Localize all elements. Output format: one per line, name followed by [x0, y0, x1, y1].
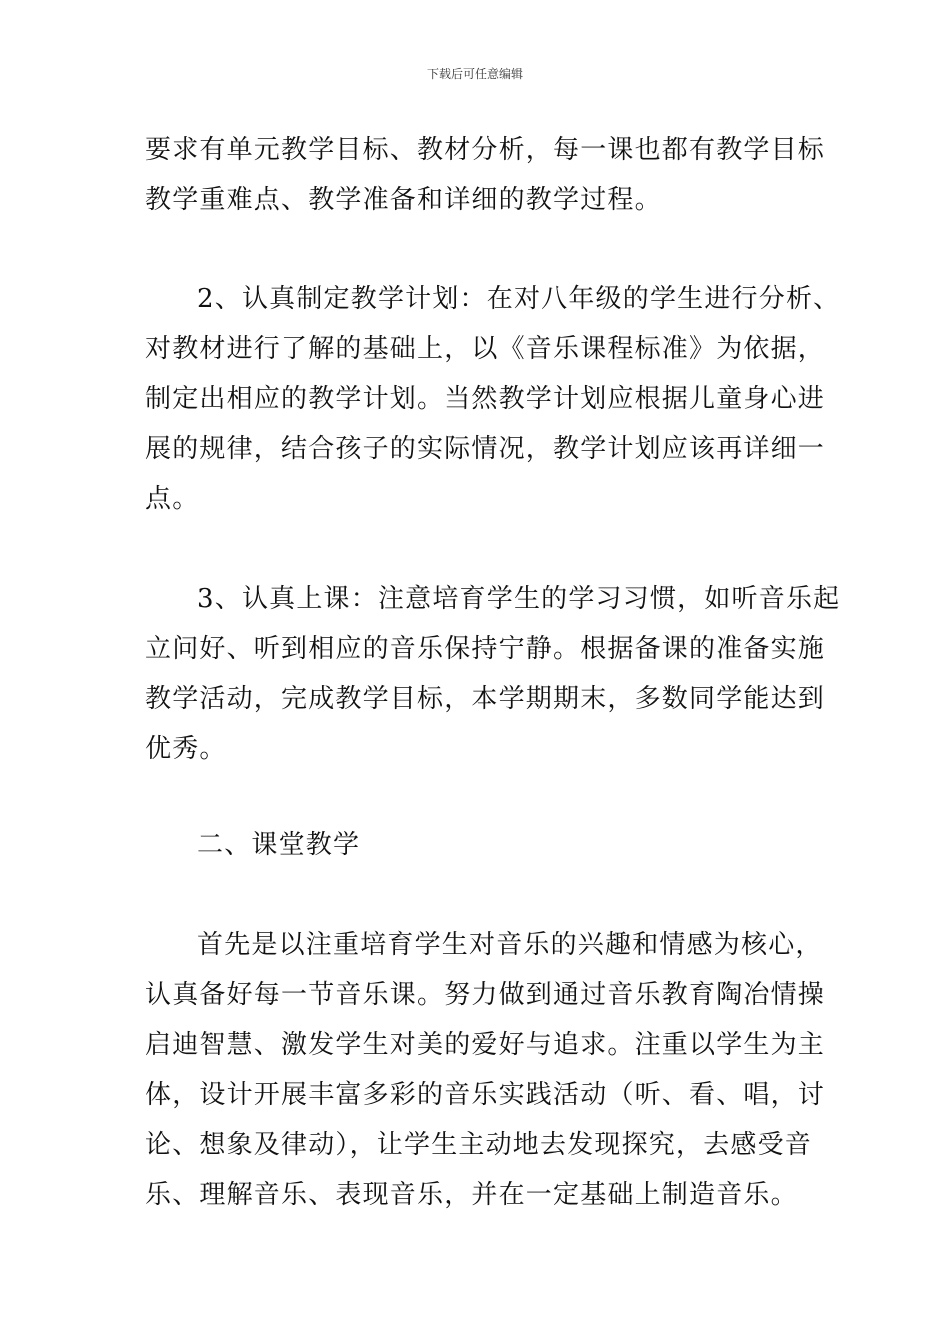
text-line: 优秀。 — [145, 734, 227, 764]
text-line: 2、认真制定教学计划：在对八年级的学生进行分析、 — [197, 284, 841, 314]
paragraph — [145, 125, 826, 225]
text-line: 二、课堂教学 — [197, 830, 361, 860]
text-line: 教学重难点、教学准备和详细的教学过程。 — [145, 185, 662, 215]
text-line: 制定出相应的教学计划。当然教学计划应根据儿童身心进 — [145, 384, 826, 414]
text-line: 3、认真上课：注意培育学生的学习习惯，如听音乐起 — [197, 584, 841, 614]
paragraph-classroom — [145, 920, 826, 1220]
text-line: 首先是以注重培育学生对音乐的兴趣和情感为核心， — [197, 930, 823, 960]
text-line: 启迪智慧、激发学生对美的爱好与追求。注重以学生为主 — [145, 1030, 826, 1060]
section-heading — [145, 820, 810, 870]
paragraph — [145, 574, 841, 774]
page-header: 下载后可任意编辑 — [426, 67, 523, 81]
text-line: 点。 — [145, 484, 200, 514]
paragraph — [145, 274, 841, 524]
paragraph-class-teaching — [145, 574, 841, 774]
text-line: 立问好、听到相应的音乐保持宁静。根据备课的准备实施 — [145, 634, 826, 664]
paragraph-teaching-plan — [145, 274, 841, 524]
section-heading-block — [145, 820, 810, 870]
text-line: 体，设计开展丰富多彩的音乐实践活动（听、看、唱，讨 — [145, 1080, 826, 1110]
text-line: 展的规律，结合孩子的实际情况，教学计划应该再详细一 — [145, 434, 826, 464]
text-line: 认真备好每一节音乐课。努力做到通过音乐教育陶冶情操 — [145, 980, 826, 1010]
text-line: 论、想象及律动），让学生主动地去发现探究，去感受音 — [145, 1130, 813, 1160]
text-line: 对教材进行了解的基础上，以《音乐课程标准》为依据， — [145, 334, 826, 364]
paragraph-continuation — [145, 125, 826, 225]
text-line: 要求有单元教学目标、教材分析，每一课也都有教学目标 — [145, 135, 826, 165]
text-line: 乐、理解音乐、表现音乐，并在一定基础上制造音乐。 — [145, 1180, 798, 1210]
paragraph — [145, 920, 826, 1220]
text-line: 教学活动，完成教学目标，本学期期末，多数同学能达到 — [145, 684, 826, 714]
